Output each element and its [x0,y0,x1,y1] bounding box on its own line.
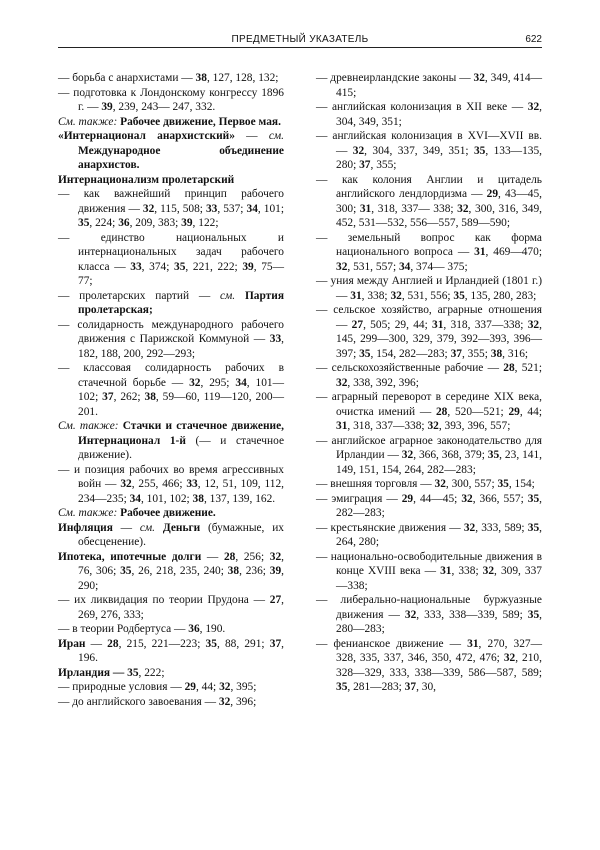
index-entry: — уния между Англией и Ирландией (1801 г.) — 31, 338; 32, 531, 556; 35, 135, 280, 283; [316,275,542,302]
index-entry: — единство национальных и интернациональных задач рабочего класса — 33, 374; 35, 221, 222; 39, 75—77; [58,231,284,287]
index-entry: — английское аграрное законодательство для Ирландии — 32, 366, 368, 379; 35, 23, 141, 149, 151, 154, 264, 282—283; [316,434,542,476]
index-entry: — внешняя торговля — 32, 300, 557; 35, 154; [316,478,535,490]
index-entry: — природные условия — 29, 44; 32, 395; [58,681,257,693]
index-entry: См. также: Рабочее движение, Первое мая. [58,115,281,128]
page-number: 622 [525,34,542,45]
index-entry: См. также: Рабочее движение. [58,507,216,519]
index-entry: — фенианское движение — 31, 270, 327—328, 335, 337, 346, 350, 472, 476; 32, 210, 328—329, 333, 338—339, 586—587, 589; 35, 281—283; 37, 30, [316,637,542,693]
index-entry: — эмиграция — 29, 44—45; 32, 366, 557; 35, 282—283; [316,492,542,519]
index-entry: Ирландия — 35, 222; [58,666,165,679]
index-entry: «Интернационал анархистский» — см. Международное объединение анархистов. [58,130,284,171]
index-entry: — английская колонизация в XVI—XVII вв. — 32, 304, 337, 349, 351; 35, 133—135, 280; 37, 355; [316,130,542,171]
right-column [316,71,542,695]
index-entry: Иран — 28, 215, 221—223; 35, 88, 291; 37, 196. [58,637,284,664]
index-entry: — их ликвидация по теории Прудона — 27, 269, 276, 333; [58,594,284,621]
left-column [58,71,284,709]
index-entry: — древнеирландские законы — 32, 349, 414—415; [316,72,543,99]
index-entry: — борьба с анархистами — 38, 127, 128, 132; [58,72,279,84]
index-entry: — аграрный переворот в середине XIX века, очистка имений — 28, 520—521; 29, 44; 31, 318, 337—338; 32, 393, 396, 557; [316,391,542,432]
index-entry: — национально-освободительные движения в конце XVIII века — 31, 338; 32, 309, 337—338; [316,550,542,592]
index-entry: — земельный вопрос как форма национального вопроса — 31, 469—470; 32, 531, 557; 34, 374— 375; [316,231,542,273]
index-entry: — подготовка к Лондонскому конгрессу 1896 г. — 39, 239, 243— 247, 332. [58,86,284,113]
index-entry: — либерально-национальные буржуазные движения — 32, 333, 338—339, 589; 35, 280—283; [316,594,542,635]
index-entry: Интернационализм пролетарский [58,173,235,186]
index-entry: — классовая солидарность рабочих в стачечной борьбе — 32, 295; 34, 101—102; 37, 262; 38, 59—60, 119—120, 200—201. [58,362,285,418]
index-entry: Ипотека, ипотечные долги — 28, 256; 32, 76, 306; 35, 26, 218, 235, 240; 38, 236; 39, 290; [58,550,285,592]
index-entry: — сельскохозяйственные рабочие — 28, 521; 32, 338, 392, 396; [316,362,542,389]
index-entry: — и позиция рабочих во время агрессивных войн — 32, 255, 466; 33, 12, 51, 109, 112, 234—235; 34, 101, 102; 38, 137, 139, 162. [58,463,284,505]
index-entry: См. также: Стачки и стачечное движение, Интернационал 1-й (— и стачечное движение). [58,420,285,461]
index-entry: — как колония Англии и цитадель английского лендлордизма — 29, 43—45, 300; 31, 318, 337— 338; 32, 300, 316, 349, 452, 531—532, 556—557, 589—590; [316,173,542,229]
index-entry: — английская колонизация в XII веке — 32, 304, 349, 351; [316,101,542,128]
index-entry: — в теории Родбертуса — 36, 190. [58,623,226,635]
index-entry: Инфляция — см. Деньги (бумажные, их обесценение). [58,521,284,548]
index-entry: — крестьянские движения — 32, 333, 589; 35, 264, 280; [316,521,542,548]
index-entry: — солидарность международного рабочего движения с Парижской Коммуной — 33, 182, 188, 200, 292—293; [58,318,284,360]
running-header [58,31,542,48]
index-entry: — пролетарских партий — см. Партия пролетарская; [58,289,284,316]
index-entry: — до английского завоевания — 32, 396; [58,695,257,708]
header-title: ПРЕДМЕТНЫЙ УКАЗАТЕЛЬ [231,34,369,45]
index-entry: — сельское хозяйство, аграрные отношения — 27, 505; 29, 44; 31, 318, 337—338; 32, 145, 299—300, 329, 379, 392—393, 396—397; 35, 154, 282—283; 37, 355; 38, 316; [316,304,542,360]
index-entry: — как важнейший принцип рабочего движения — 32, 115, 508; 33, 537; 34, 101; 35, 224; 36, 209, 383; 39, 122; [58,188,285,229]
